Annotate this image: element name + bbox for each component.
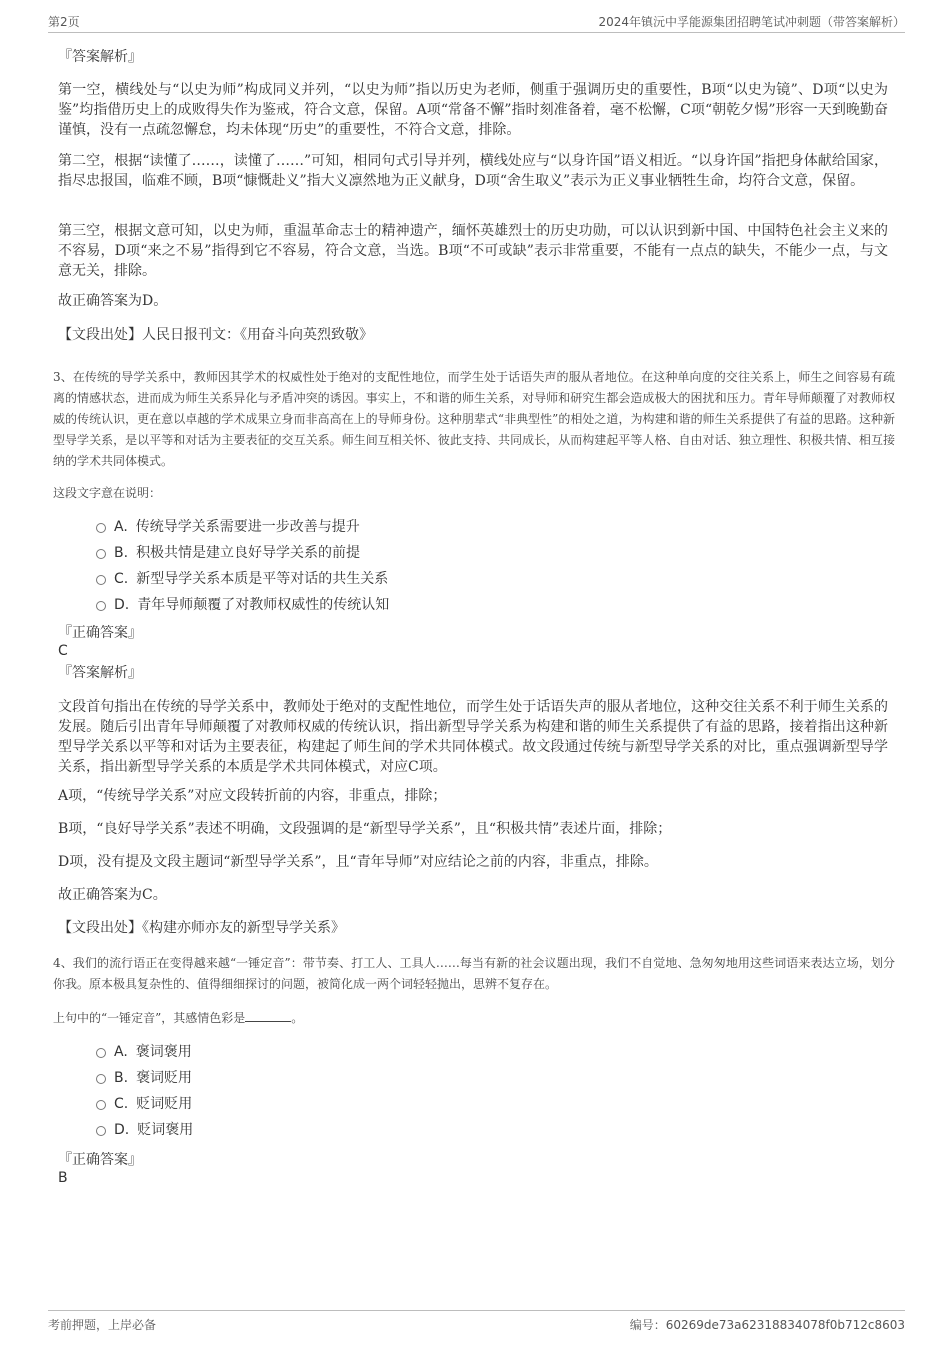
radio-icon[interactable] xyxy=(96,1100,106,1110)
correct-answer-label: 『正确答案』 xyxy=(58,1152,142,1168)
page-number: 第2页 xyxy=(48,15,80,29)
option-d[interactable]: D. 青年导师颠覆了对教师权威性的传统认知 xyxy=(96,595,389,615)
radio-icon[interactable] xyxy=(96,549,106,559)
radio-icon[interactable] xyxy=(96,601,106,611)
question-4-text: 4、我们的流行语正在变得越来越“一锤定音”：带节奏、打工人、工具人……每当有新的社会议题出现，我们不自觉地、急匆匆地用这些词语来表达立场，划分你我。原本极具复杂性的、值得细细探讨的问题，被简化成一两个词轻轻抛出，思辨不复存在。 xyxy=(53,956,895,991)
correct-answer-value: B xyxy=(58,1170,68,1186)
correct-answer-value: C xyxy=(58,643,68,659)
question-3-text: 3、在传统的导学关系中，教师因其学术的权威性处于绝对的支配性地位，而学生处于话语失声的服从者地位。在这种单向度的交往关系上，师生之间容易有疏离的情感状态，进而成为师生关系异化与矛盾冲突的诱因。事实上，不和谐的师生关系，对导师和研究生都会造成极大的困扰和压力。青年导师颠覆了对教师权威的传统认识，更在意以卓越的学术成果立身而非高高在上的导师身份。这种朋辈式“非典型性”的相处之道，为构建和谐的师生关系提供了有益的思路。这种新型导学关系，是以平等和对话为主要表征的交互关系。师生间互相关怀、彼此支持、共同成长，从而构建起平等人格、自由对话、独立理性、积极共情、相互接纳的学术共同体模式。 xyxy=(53,370,895,468)
analysis-paragraph-2: A项，“传统导学关系”对应文段转折前的内容，非重点，排除； xyxy=(58,788,447,804)
analysis-paragraph-3: 第三空，根据文意可知，以史为师，重温革命志士的精神遗产，缅怀英雄烈士的历史功勋，可以认识到新中国、中国特色社会主义来的不容易，D项“来之不易”指得到它不容易，符合文意，当选。B项“不可或缺”表示非常重要，不能有一点点的缺失，不能少一点，与文意无关，排除。 xyxy=(58,223,888,279)
question-3-prompt: 这段文字意在说明： xyxy=(53,486,162,500)
answer-blank xyxy=(245,1009,291,1022)
page-header xyxy=(48,10,905,33)
option-b[interactable]: B. 积极共情是建立良好导学关系的前提 xyxy=(96,543,360,563)
radio-icon[interactable] xyxy=(96,1126,106,1136)
analysis-paragraph-2: 第二空，根据“读懂了……，读懂了……”可知，相同句式引导并列，横线处应与“以身许国”语义相近。“以身许国”指把身体献给国家，指尽忠报国，临难不顾，B项“慷慨赴义”指大义凛然地为正义献身，D项“舍生取义”表示为正义事业牺牲生命，均符合文意，保留。 xyxy=(58,153,888,189)
page-footer xyxy=(48,1310,905,1337)
option-d[interactable]: D. 贬词褒用 xyxy=(96,1120,193,1140)
analysis-paragraph-4: D项，没有提及文段主题词“新型导学关系”，且“青年导师”对应结论之前的内容，非重点，排除。 xyxy=(58,854,658,870)
passage-source: 【文段出处】《构建亦师亦友的新型导学关系》 xyxy=(58,920,345,936)
analysis-label: 『答案解析』 xyxy=(58,665,142,681)
answer-conclusion: 故正确答案为D。 xyxy=(58,293,168,309)
radio-icon[interactable] xyxy=(96,1048,106,1058)
option-b[interactable]: B. 褒词贬用 xyxy=(96,1068,192,1088)
option-c[interactable]: C. 贬词贬用 xyxy=(96,1094,192,1114)
option-a[interactable]: A. 褒词褒用 xyxy=(96,1042,192,1062)
analysis-paragraph-3: B项，“良好导学关系”表述不明确，文段强调的是“新型导学关系”，且“积极共情”表述片面，排除； xyxy=(58,821,672,837)
radio-icon[interactable] xyxy=(96,1074,106,1084)
option-a[interactable]: A. 传统导学关系需要进一步改善与提升 xyxy=(96,517,360,537)
analysis-paragraph-1: 第一空，横线处与“以史为师”构成同义并列，“以史为师”指以历史为老师，侧重于强调历史的重要性，B项“以史为镜”、D项“以史为鉴”均指借历史上的成败得失作为鉴戒，符合文意，保留。A项“常备不懈”指时刻准备着，毫不松懈，C项“朝乾夕惕”形容一天到晚勤奋谨慎，没有一点疏忽懈怠，均未体现“历史”的重要性，不符合文意，排除。 xyxy=(58,82,888,138)
option-c[interactable]: C. 新型导学关系本质是平等对话的共生关系 xyxy=(96,569,388,589)
passage-source: 【文段出处】人民日报刊文：《用奋斗向英烈致敬》 xyxy=(58,327,373,343)
question-4-prompt: 上句中的“一锤定音”，其感情色彩是 。 xyxy=(53,1011,304,1025)
answer-conclusion: 故正确答案为C。 xyxy=(58,887,167,903)
document-id: 编号：60269de73a62318834078f0b712c8603 xyxy=(629,1318,905,1332)
footer-slogan: 考前押题，上岸必备 xyxy=(48,1318,157,1332)
analysis-paragraph-1: 文段首句指出在传统的导学关系中，教师处于绝对的支配性地位，而学生处于话语失声的服从者地位，这种交往关系不利于师生关系的发展。随后引出青年导师颠覆了对教师权威的传统认识，指出新型导学关系为构建和谐的师生关系提供了有益的思路，接着指出这种新型导学关系以平等和对话为主要表征，构建起了师生间的学术共同体模式。故文段通过传统与新型导学关系的对比，重点强调新型导学关系，指出新型导学关系的本质是学术共同体模式，对应C项。 xyxy=(58,699,888,775)
radio-icon[interactable] xyxy=(96,575,106,585)
analysis-label: 『答案解析』 xyxy=(58,49,142,65)
document-title: 2024年镇沅中孚能源集团招聘笔试冲刺题（带答案解析） xyxy=(598,15,905,29)
radio-icon[interactable] xyxy=(96,523,106,533)
correct-answer-label: 『正确答案』 xyxy=(58,625,142,641)
